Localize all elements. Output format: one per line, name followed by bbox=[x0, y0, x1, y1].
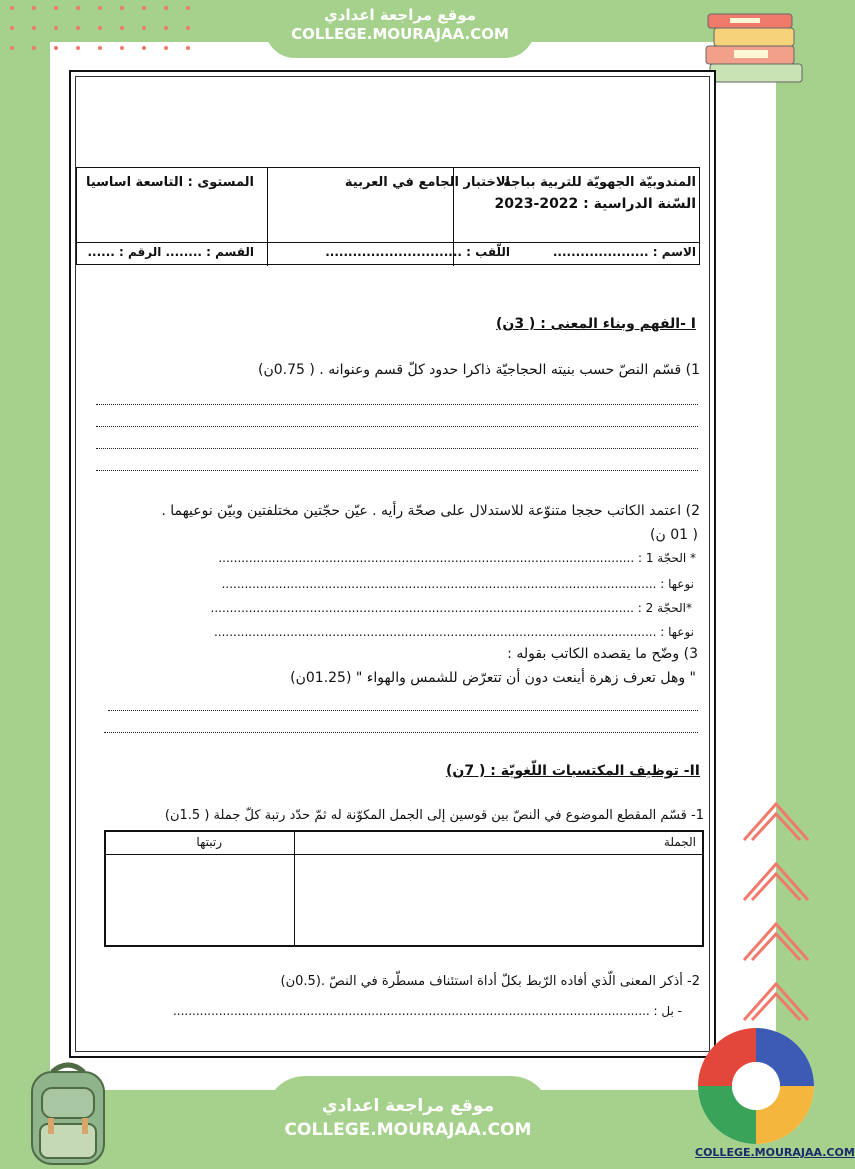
part2-question-1: 1- قسّم المقطع الموضوع في النصّ بين قوسين إلى الجمل المكوّنة له ثمّ حدّد رتبة كلّ جملة ( 1.5ن) bbox=[164, 808, 704, 823]
table-cell-sentence[interactable] bbox=[294, 854, 700, 944]
answer-line[interactable] bbox=[96, 448, 698, 449]
part2-question-2: 2- أذكر المعنى الّذي أفاده الرّبط بكلّ أداة استئناف مسطّرة في النصّ .(0.5ن) bbox=[280, 974, 700, 989]
part2-question-2-answer[interactable]: - بل : ............................................................................................................................. bbox=[172, 1004, 682, 1018]
table-cell-rank[interactable] bbox=[108, 854, 290, 944]
chevrons-decoration-icon bbox=[738, 790, 814, 1030]
argument-2-type-field[interactable]: نوعها : .................................................................................................................... bbox=[213, 625, 694, 639]
site-url-footer[interactable]: COLLEGE.MOURAJAA.COM bbox=[284, 1120, 532, 1140]
argument-1-field[interactable]: * الحجّة 1 : ............................................................................................................. bbox=[218, 551, 696, 565]
answer-line[interactable] bbox=[96, 426, 698, 427]
surname-field[interactable]: اللّقب : .............................. bbox=[325, 245, 510, 259]
books-icon bbox=[700, 12, 810, 92]
answer-line[interactable] bbox=[104, 732, 698, 733]
question-2-points: ( 01 ن) bbox=[650, 527, 698, 543]
part1-title: I -الفهم وبناء المعنى : ( 3ن) bbox=[495, 316, 696, 332]
class-number-field[interactable]: القسم : ........ الرقم : ...... bbox=[87, 245, 254, 259]
site-banner-top bbox=[265, 0, 535, 58]
answer-line[interactable] bbox=[96, 470, 698, 471]
school-year: السّنة الدراسية : 2022-2023 bbox=[494, 196, 696, 212]
question-2: 2) اعتمد الكاتب حججا متنوّعة للاستدلال على صحّة رأيه . عيّن حجّتين مختلفتين وبيّن نوعيهما . bbox=[161, 503, 700, 519]
question-3: 3) وضّح ما يقصده الكاتب بقوله : bbox=[507, 646, 698, 662]
exam-title: الاختبار الجامع في العربية bbox=[344, 175, 510, 190]
brand-footer[interactable]: COLLEGE.MOURAJAA.COM bbox=[695, 1146, 855, 1159]
decorative-dots bbox=[0, 0, 200, 60]
table-header-sentence: الجملة bbox=[663, 835, 696, 849]
grade-level: المستوى : التاسعة اساسيا bbox=[85, 175, 254, 190]
site-banner-bottom bbox=[265, 1076, 551, 1169]
site-name: موقع مراجعة اعدادي bbox=[324, 6, 476, 24]
name-field[interactable]: الاسم : ..................... bbox=[552, 245, 696, 259]
part2-title: II- توظيف المكتسبات اللّغويّة : ( 7ن) bbox=[446, 763, 700, 779]
argument-1-type-field[interactable]: نوعها : .................................................................................................................. bbox=[221, 577, 694, 591]
site-name-footer: موقع مراجعة اعدادي bbox=[321, 1096, 495, 1116]
answer-line[interactable] bbox=[108, 710, 698, 711]
question-3-quote: " وهل تعرف زهرة أينعت دون أن تتعرّض للشمس والهواء " (01.25ن) bbox=[290, 670, 696, 686]
site-url[interactable]: COLLEGE.MOURAJAA.COM bbox=[291, 25, 509, 43]
school-subjects-logo-icon bbox=[696, 1026, 816, 1146]
question-1: 1) قسّم النصّ حسب بنيته الحجاجيّة ذاكرا حدود كلّ قسم وعنوانه . ( 0.75ن) bbox=[258, 362, 700, 378]
institution-name: المندوبيّة الجهويّة للتربية بباجة bbox=[503, 175, 696, 190]
table-header-rank: رتبتها bbox=[196, 835, 222, 849]
answer-line[interactable] bbox=[96, 404, 698, 405]
argument-2-field[interactable]: *الحجّة 2 : ............................................................................................................... bbox=[210, 601, 692, 615]
backpack-icon bbox=[18, 1058, 118, 1168]
